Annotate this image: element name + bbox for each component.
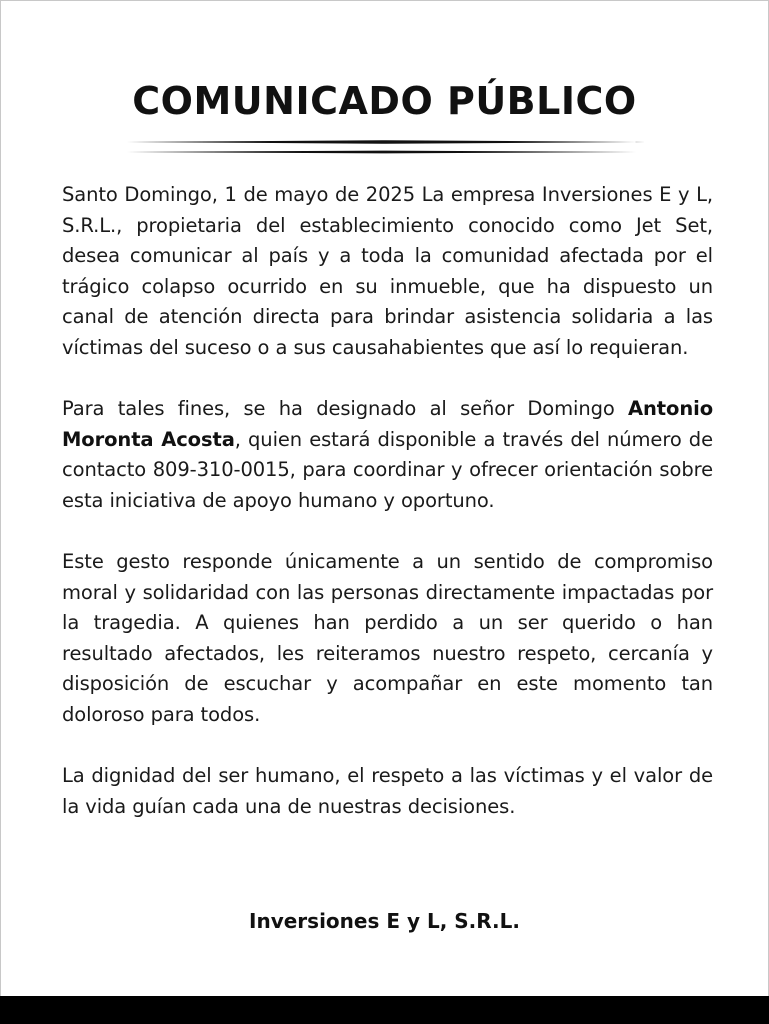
paragraph-contact — [62, 394, 713, 516]
divider-line-bottom — [126, 151, 645, 154]
contact-person-name: Antonio Moronta Acosta — [62, 397, 713, 451]
paragraph-contact-after: , quien estará disponible a través del número de contacto 809-310-0015, para coordinar y ofrecer orientación sobre esta iniciativa de apoyo humano y oportuno. — [62, 427, 713, 512]
paragraph-commitment: Este gesto responde únicamente a un sentido de compromiso moral y solidaridad con las personas directamente impactadas por la tragedia. A quienes han perdido a un ser querido o han resultado afectados, les reiteramos nuestro respeto, cercanía y disposición de escuchar y acompañar en este momento tan doloroso para todos. — [62, 550, 713, 726]
bottom-bar — [0, 996, 769, 1024]
paragraph-closing: La dignidad del ser humano, el respeto a las víctimas y el valor de la vida guían cada una de nuestras decisiones. — [62, 764, 713, 818]
communique-body — [62, 180, 713, 853]
title-divider — [126, 137, 645, 157]
company-signature: Inversiones E y L, S.R.L. — [249, 909, 520, 933]
page-title: COMUNICADO PÚBLICO — [132, 79, 637, 123]
divider-line-top — [126, 140, 645, 144]
paragraph-contact-before: Para tales fines, se ha designado al señor Domingo — [62, 397, 629, 420]
paragraph-intro: Santo Domingo, 1 de mayo de 2025 La empresa Inversiones E y L, S.R.L., propietaria del establecimiento conocido como Jet Set, desea comunicar al país y a toda la comunidad afectada por el trágico colapso ocurrido en su inmueble, que ha dispuesto un canal de atención directa para brindar asistencia solidaria a las víctimas del suceso o a sus causahabientes que así lo requieran. — [62, 183, 713, 359]
